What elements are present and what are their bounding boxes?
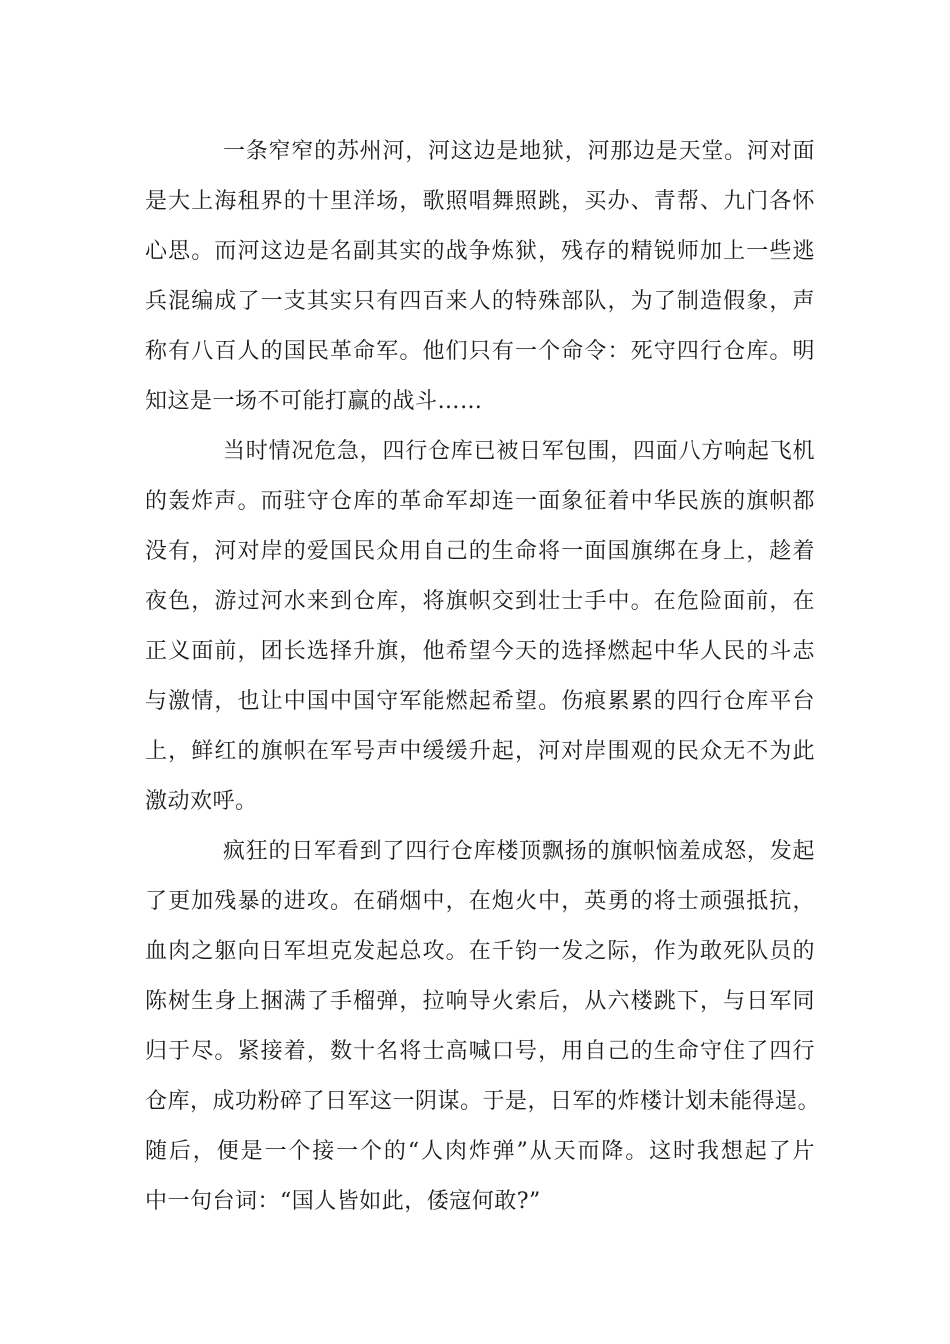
text-line: 知这是一场不可能打赢的战斗…… <box>145 389 483 414</box>
body-text <box>145 127 821 1227</box>
text-line: 称有八百人的国民革命军。他们只有一个命令：死守四行仓库。明 <box>145 339 815 364</box>
paragraph-2 <box>145 427 815 827</box>
text-line: 陈树生身上捆满了手榴弹，拉响导火索后，从六楼跳下，与日军同 <box>145 989 815 1014</box>
text-line: 随后，便是一个接一个的“人肉炸弹”从天而降。这时我想起了片 <box>145 1139 815 1164</box>
text-line: 夜色，游过河水来到仓库，将旗帜交到壮士手中。在危险面前，在 <box>145 589 815 614</box>
text-line: 没有，河对岸的爱国民众用自己的生命将一面国旗绑在身上，趁着 <box>145 539 815 564</box>
text-line: 是大上海租界的十里洋场，歌照唱舞照跳，买办、青帮、九门各怀 <box>145 189 815 214</box>
text-line: 仓库，成功粉碎了日军这一阴谋。于是，日军的炸楼计划未能得逞。 <box>145 1089 821 1114</box>
paragraph-3 <box>145 827 821 1227</box>
text-line: 当时情况危急，四行仓库已被日军包围，四面八方响起飞机 <box>223 439 815 464</box>
paragraph-1 <box>145 127 815 427</box>
text-line: 与激情，也让中国中国守军能燃起希望。伤痕累累的四行仓库平台 <box>145 689 815 714</box>
text-line: 归于尽。紧接着，数十名将士高喊口号，用自己的生命守住了四行 <box>145 1039 815 1064</box>
text-line: 正义面前，团长选择升旗，他希望今天的选择燃起中华人民的斗志 <box>145 639 815 664</box>
text-line: 兵混编成了一支其实只有四百来人的特殊部队，为了制造假象，声 <box>145 289 815 314</box>
text-line: 一条窄窄的苏州河，河这边是地狱，河那边是天堂。河对面 <box>223 139 815 164</box>
text-line: 疯狂的日军看到了四行仓库楼顶飘扬的旗帜恼羞成怒，发起 <box>223 839 815 864</box>
text-line: 了更加残暴的进攻。在硝烟中，在炮火中，英勇的将士顽强抵抗， <box>145 889 815 914</box>
text-line: 心思。而河这边是名副其实的战争炼狱，残存的精锐师加上一些逃 <box>145 239 815 264</box>
text-line: 的轰炸声。而驻守仓库的革命军却连一面象征着中华民族的旗帜都 <box>145 489 815 514</box>
text-line: 上，鲜红的旗帜在军号声中缓缓升起，河对岸围观的民众无不为此 <box>145 739 815 764</box>
text-line: 激动欢呼。 <box>145 789 258 814</box>
text-line: 血肉之躯向日军坦克发起总攻。在千钧一发之际，作为敢死队员的 <box>145 939 815 964</box>
text-line: 中一句台词：“国人皆如此，倭寇何敢?” <box>145 1189 541 1214</box>
